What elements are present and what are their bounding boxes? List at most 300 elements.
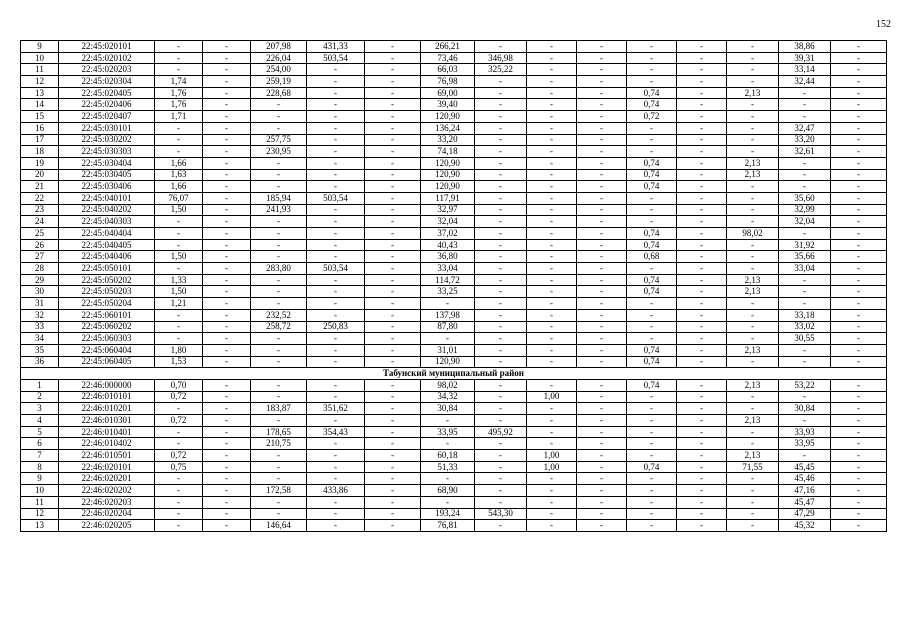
table-cell: - [627, 134, 677, 146]
table-cell: - [727, 473, 779, 485]
table-cell: - [831, 169, 887, 181]
table-row [21, 286, 887, 298]
table-cell: 495,92 [475, 426, 527, 438]
table-cell: - [527, 473, 577, 485]
table-cell: - [155, 52, 203, 64]
table-cell: - [577, 438, 627, 450]
table-cell: - [365, 192, 421, 204]
table-cell: - [307, 99, 365, 111]
table-cell: 30 [21, 286, 59, 298]
table-cell: - [627, 64, 677, 76]
table-cell: 60,18 [421, 450, 475, 462]
table-cell: - [727, 298, 779, 310]
table-cell: 1,00 [527, 461, 577, 473]
table-cell: - [365, 391, 421, 403]
table-cell: - [155, 263, 203, 275]
rows-after-section [21, 379, 887, 531]
table-row [21, 87, 887, 99]
table-row [21, 228, 887, 240]
table-row [21, 169, 887, 181]
table-cell: 22:46:020205 [59, 520, 155, 532]
table-cell: - [831, 450, 887, 462]
table-cell: - [577, 496, 627, 508]
table-cell: - [421, 473, 475, 485]
table-cell: - [677, 438, 727, 450]
table-cell: - [627, 520, 677, 532]
table-cell: - [831, 438, 887, 450]
table-cell: 18 [21, 146, 59, 158]
table-cell: - [527, 309, 577, 321]
table-cell: - [727, 496, 779, 508]
table-cell: - [727, 508, 779, 520]
table-cell: - [627, 192, 677, 204]
table-cell: - [831, 426, 887, 438]
table-cell: - [475, 41, 527, 53]
table-cell: - [727, 391, 779, 403]
table-cell: 45,47 [779, 496, 831, 508]
table-cell: - [677, 309, 727, 321]
table-cell: 29 [21, 274, 59, 286]
table-cell: 185,94 [251, 192, 307, 204]
table-cell: - [203, 181, 251, 193]
table-cell: - [251, 379, 307, 391]
table-cell: - [727, 309, 779, 321]
table-cell: 47,29 [779, 508, 831, 520]
table-cell: 31,92 [779, 239, 831, 251]
table-row [21, 251, 887, 263]
table-cell: - [627, 473, 677, 485]
table-cell: 1,50 [155, 204, 203, 216]
table-row [21, 415, 887, 427]
table-cell: - [527, 438, 577, 450]
table-cell: - [307, 274, 365, 286]
table-cell: - [475, 87, 527, 99]
table-cell: - [677, 251, 727, 263]
table-cell: - [527, 64, 577, 76]
table-cell: - [307, 473, 365, 485]
table-cell: 22:46:020101 [59, 461, 155, 473]
table-cell: - [203, 485, 251, 497]
table-cell: - [577, 263, 627, 275]
table-cell: 22:45:040101 [59, 192, 155, 204]
table-cell: - [727, 76, 779, 88]
table-cell: - [779, 228, 831, 240]
table-cell: - [577, 146, 627, 158]
table-row [21, 181, 887, 193]
table-cell: - [527, 485, 577, 497]
table-cell: 114,72 [421, 274, 475, 286]
table-cell: - [365, 379, 421, 391]
table-cell: - [203, 461, 251, 473]
table-cell: - [203, 391, 251, 403]
table-cell: 36 [21, 356, 59, 368]
table-cell: - [155, 333, 203, 345]
table-cell: 40,43 [421, 239, 475, 251]
table-cell: - [475, 321, 527, 333]
table-cell: 39,31 [779, 52, 831, 64]
table-cell: 11 [21, 64, 59, 76]
table-cell: - [627, 122, 677, 134]
table-cell: - [365, 41, 421, 53]
table-row [21, 426, 887, 438]
table-cell: 32,99 [779, 204, 831, 216]
section-title: Табунский муниципальный район [21, 368, 887, 380]
table-cell: - [251, 169, 307, 181]
table-cell: - [365, 134, 421, 146]
table-cell: 27 [21, 251, 59, 263]
table-cell: 22:45:020102 [59, 52, 155, 64]
table-cell: - [577, 461, 627, 473]
table-cell: - [475, 204, 527, 216]
table-cell: - [577, 309, 627, 321]
table-cell: - [527, 333, 577, 345]
table-cell: 22:46:010501 [59, 450, 155, 462]
table-cell: - [155, 426, 203, 438]
table-cell: 36,80 [421, 251, 475, 263]
table-cell: - [577, 298, 627, 310]
table-cell: 183,87 [251, 403, 307, 415]
table-cell: - [727, 99, 779, 111]
table-cell: - [475, 192, 527, 204]
table-cell: 503,54 [307, 192, 365, 204]
table-cell: 38,86 [779, 41, 831, 53]
table-cell: 35 [21, 344, 59, 356]
table-cell: - [577, 122, 627, 134]
table-cell: 230,95 [251, 146, 307, 158]
table-cell: 120,90 [421, 356, 475, 368]
table-cell: 34 [21, 333, 59, 345]
table-cell: - [527, 286, 577, 298]
table-cell: 30,55 [779, 333, 831, 345]
table-cell: - [365, 438, 421, 450]
table-cell: - [677, 157, 727, 169]
table-cell: - [577, 216, 627, 228]
table-cell: - [155, 508, 203, 520]
table-row [21, 134, 887, 146]
table-cell: 1,66 [155, 157, 203, 169]
table-cell: - [251, 473, 307, 485]
table-cell: - [307, 76, 365, 88]
table-cell: - [779, 344, 831, 356]
table-cell: - [365, 520, 421, 532]
table-row [21, 520, 887, 532]
table-cell: - [307, 157, 365, 169]
table-cell: 250,83 [307, 321, 365, 333]
table-cell: - [155, 122, 203, 134]
table-cell: - [779, 111, 831, 123]
table-cell: - [831, 321, 887, 333]
table-cell: - [365, 344, 421, 356]
table-row [21, 461, 887, 473]
table-cell: - [677, 391, 727, 403]
table-cell: - [577, 192, 627, 204]
table-cell: 0,68 [627, 251, 677, 263]
table-cell: - [527, 426, 577, 438]
table-cell: - [677, 239, 727, 251]
table-cell: - [779, 99, 831, 111]
table-cell: 0,74 [627, 461, 677, 473]
table-cell: - [203, 426, 251, 438]
table-cell: - [251, 415, 307, 427]
table-row [21, 496, 887, 508]
table-cell: - [365, 321, 421, 333]
table-cell: - [727, 403, 779, 415]
table-cell: 2,13 [727, 286, 779, 298]
table-cell: - [365, 485, 421, 497]
table-cell: - [527, 192, 577, 204]
table-cell: - [831, 496, 887, 508]
table-cell: 1,76 [155, 87, 203, 99]
table-cell: - [627, 204, 677, 216]
table-cell: 2,13 [727, 344, 779, 356]
table-cell: - [577, 157, 627, 169]
table-cell: - [577, 41, 627, 53]
table-cell: 76,81 [421, 520, 475, 532]
table-cell: 33,04 [779, 263, 831, 275]
table-cell: 210,75 [251, 438, 307, 450]
table-row [21, 438, 887, 450]
table-cell: - [727, 146, 779, 158]
table-cell: - [627, 485, 677, 497]
table-cell: - [475, 169, 527, 181]
table-cell: 33,20 [779, 134, 831, 146]
table-cell: 1,76 [155, 99, 203, 111]
table-cell: - [831, 99, 887, 111]
table-cell: - [203, 344, 251, 356]
table-cell: - [779, 286, 831, 298]
table-row [21, 239, 887, 251]
table-cell: - [727, 134, 779, 146]
table-cell: - [251, 157, 307, 169]
table-cell: 1 [21, 379, 59, 391]
table-cell: 22:45:030303 [59, 146, 155, 158]
table-cell: 53,22 [779, 379, 831, 391]
table-cell: - [307, 87, 365, 99]
table-cell: - [627, 298, 677, 310]
table-row [21, 41, 887, 53]
table-cell: - [203, 204, 251, 216]
table-cell: 22:45:020405 [59, 87, 155, 99]
table-cell: 0,74 [627, 181, 677, 193]
table-cell: - [727, 263, 779, 275]
table-cell: - [831, 309, 887, 321]
table-cell: - [677, 216, 727, 228]
table-cell: 1,74 [155, 76, 203, 88]
table-cell: 33,93 [779, 426, 831, 438]
table-cell: 1,63 [155, 169, 203, 181]
table-cell: - [527, 415, 577, 427]
table-cell: 7 [21, 450, 59, 462]
table-cell: 22:46:020201 [59, 473, 155, 485]
table-cell: 25 [21, 228, 59, 240]
table-cell: 346,98 [475, 52, 527, 64]
table-cell: 34,32 [421, 391, 475, 403]
table-cell: - [831, 146, 887, 158]
table-cell: 22:45:050204 [59, 298, 155, 310]
table-cell: - [677, 356, 727, 368]
table-cell: - [251, 122, 307, 134]
table-cell: 22:45:020406 [59, 99, 155, 111]
table-cell: - [251, 99, 307, 111]
table-cell: - [251, 333, 307, 345]
table-cell: - [475, 356, 527, 368]
table-cell: 178,65 [251, 426, 307, 438]
table-cell: 3 [21, 403, 59, 415]
table-cell: - [527, 204, 577, 216]
table-cell: - [677, 496, 727, 508]
table-cell: 22:46:010101 [59, 391, 155, 403]
table-cell: - [831, 356, 887, 368]
table-cell: 35,66 [779, 251, 831, 263]
table-cell: - [365, 111, 421, 123]
table-cell: - [831, 520, 887, 532]
table-cell: - [577, 379, 627, 391]
table-cell: 4 [21, 415, 59, 427]
table-cell: - [365, 309, 421, 321]
table-cell: 9 [21, 473, 59, 485]
table-cell: - [577, 333, 627, 345]
table-cell: - [779, 415, 831, 427]
table-cell: - [421, 415, 475, 427]
table-row [21, 333, 887, 345]
table-cell: 1,00 [527, 391, 577, 403]
table-cell: - [203, 450, 251, 462]
table-cell: 98,02 [421, 379, 475, 391]
table-cell: - [203, 216, 251, 228]
table-cell: - [577, 64, 627, 76]
table-cell: - [831, 473, 887, 485]
table-cell: 68,90 [421, 485, 475, 497]
table-cell: - [251, 391, 307, 403]
table-cell: 22:45:030406 [59, 181, 155, 193]
table-cell: 32,44 [779, 76, 831, 88]
table-cell: - [203, 508, 251, 520]
table-cell: 22:45:040405 [59, 239, 155, 251]
table-cell: - [307, 286, 365, 298]
table-cell: 45,32 [779, 520, 831, 532]
table-cell: 45,46 [779, 473, 831, 485]
table-cell: 10 [21, 52, 59, 64]
table-cell: - [475, 520, 527, 532]
table-cell: - [365, 228, 421, 240]
table-cell: - [527, 520, 577, 532]
table-cell: 22:46:010401 [59, 426, 155, 438]
table-cell: - [365, 64, 421, 76]
table-cell: - [727, 239, 779, 251]
table-row [21, 298, 887, 310]
table-cell: - [475, 216, 527, 228]
table-cell: 45,45 [779, 461, 831, 473]
table-cell: - [251, 344, 307, 356]
table-cell: 117,91 [421, 192, 475, 204]
table-cell: 11 [21, 496, 59, 508]
table-cell: - [727, 204, 779, 216]
table-cell: - [307, 204, 365, 216]
table-row [21, 321, 887, 333]
table-cell: - [727, 485, 779, 497]
table-cell: - [475, 403, 527, 415]
table-cell: - [307, 169, 365, 181]
table-cell: 1,00 [527, 450, 577, 462]
table-cell: - [203, 76, 251, 88]
table-cell: - [677, 426, 727, 438]
table-cell: 22:46:000000 [59, 379, 155, 391]
table-cell: - [831, 344, 887, 356]
table-cell: - [727, 251, 779, 263]
table-cell: 120,90 [421, 181, 475, 193]
table-cell: - [307, 309, 365, 321]
table-cell: 257,75 [251, 134, 307, 146]
table-cell: - [365, 99, 421, 111]
table-cell: - [577, 251, 627, 263]
table-cell: - [203, 87, 251, 99]
table-row [21, 216, 887, 228]
table-cell: 2,13 [727, 379, 779, 391]
table-cell: - [677, 181, 727, 193]
table-cell: 354,43 [307, 426, 365, 438]
table-cell: - [577, 52, 627, 64]
table-cell: - [155, 485, 203, 497]
table-cell: - [307, 356, 365, 368]
table-cell: - [831, 76, 887, 88]
table-cell: 14 [21, 99, 59, 111]
table-cell: - [307, 298, 365, 310]
table-cell: - [365, 251, 421, 263]
table-cell: - [203, 41, 251, 53]
table-cell: - [677, 485, 727, 497]
table-cell: - [727, 64, 779, 76]
table-cell: - [779, 274, 831, 286]
table-cell: - [577, 239, 627, 251]
table-cell: - [365, 298, 421, 310]
table-cell: - [627, 76, 677, 88]
table-cell: 1,21 [155, 298, 203, 310]
table-cell: 6 [21, 438, 59, 450]
table-cell: 32 [21, 309, 59, 321]
table-cell: 5 [21, 426, 59, 438]
table-cell: - [577, 391, 627, 403]
table-cell: - [365, 496, 421, 508]
table-cell: 22:45:060303 [59, 333, 155, 345]
table-cell: 98,02 [727, 228, 779, 240]
table-cell: - [251, 496, 307, 508]
table-cell: - [627, 263, 677, 275]
table-cell: - [475, 239, 527, 251]
table-cell: 2,13 [727, 87, 779, 99]
table-cell: 0,74 [627, 87, 677, 99]
table-cell: - [365, 274, 421, 286]
table-row [21, 274, 887, 286]
table-cell: - [251, 298, 307, 310]
section-header-row [21, 368, 887, 380]
table-cell: - [203, 520, 251, 532]
table-cell: 193,24 [421, 508, 475, 520]
table-cell: - [155, 438, 203, 450]
table-cell: - [307, 216, 365, 228]
table-row [21, 309, 887, 321]
table-row [21, 192, 887, 204]
table-cell: - [627, 309, 677, 321]
table-row [21, 76, 887, 88]
table-cell: - [831, 485, 887, 497]
table-cell: - [727, 111, 779, 123]
table-cell: - [475, 450, 527, 462]
table-cell: - [727, 321, 779, 333]
table-cell: 19 [21, 157, 59, 169]
table-cell: 0,74 [627, 239, 677, 251]
table-cell: 207,98 [251, 41, 307, 53]
table-cell: - [475, 415, 527, 427]
